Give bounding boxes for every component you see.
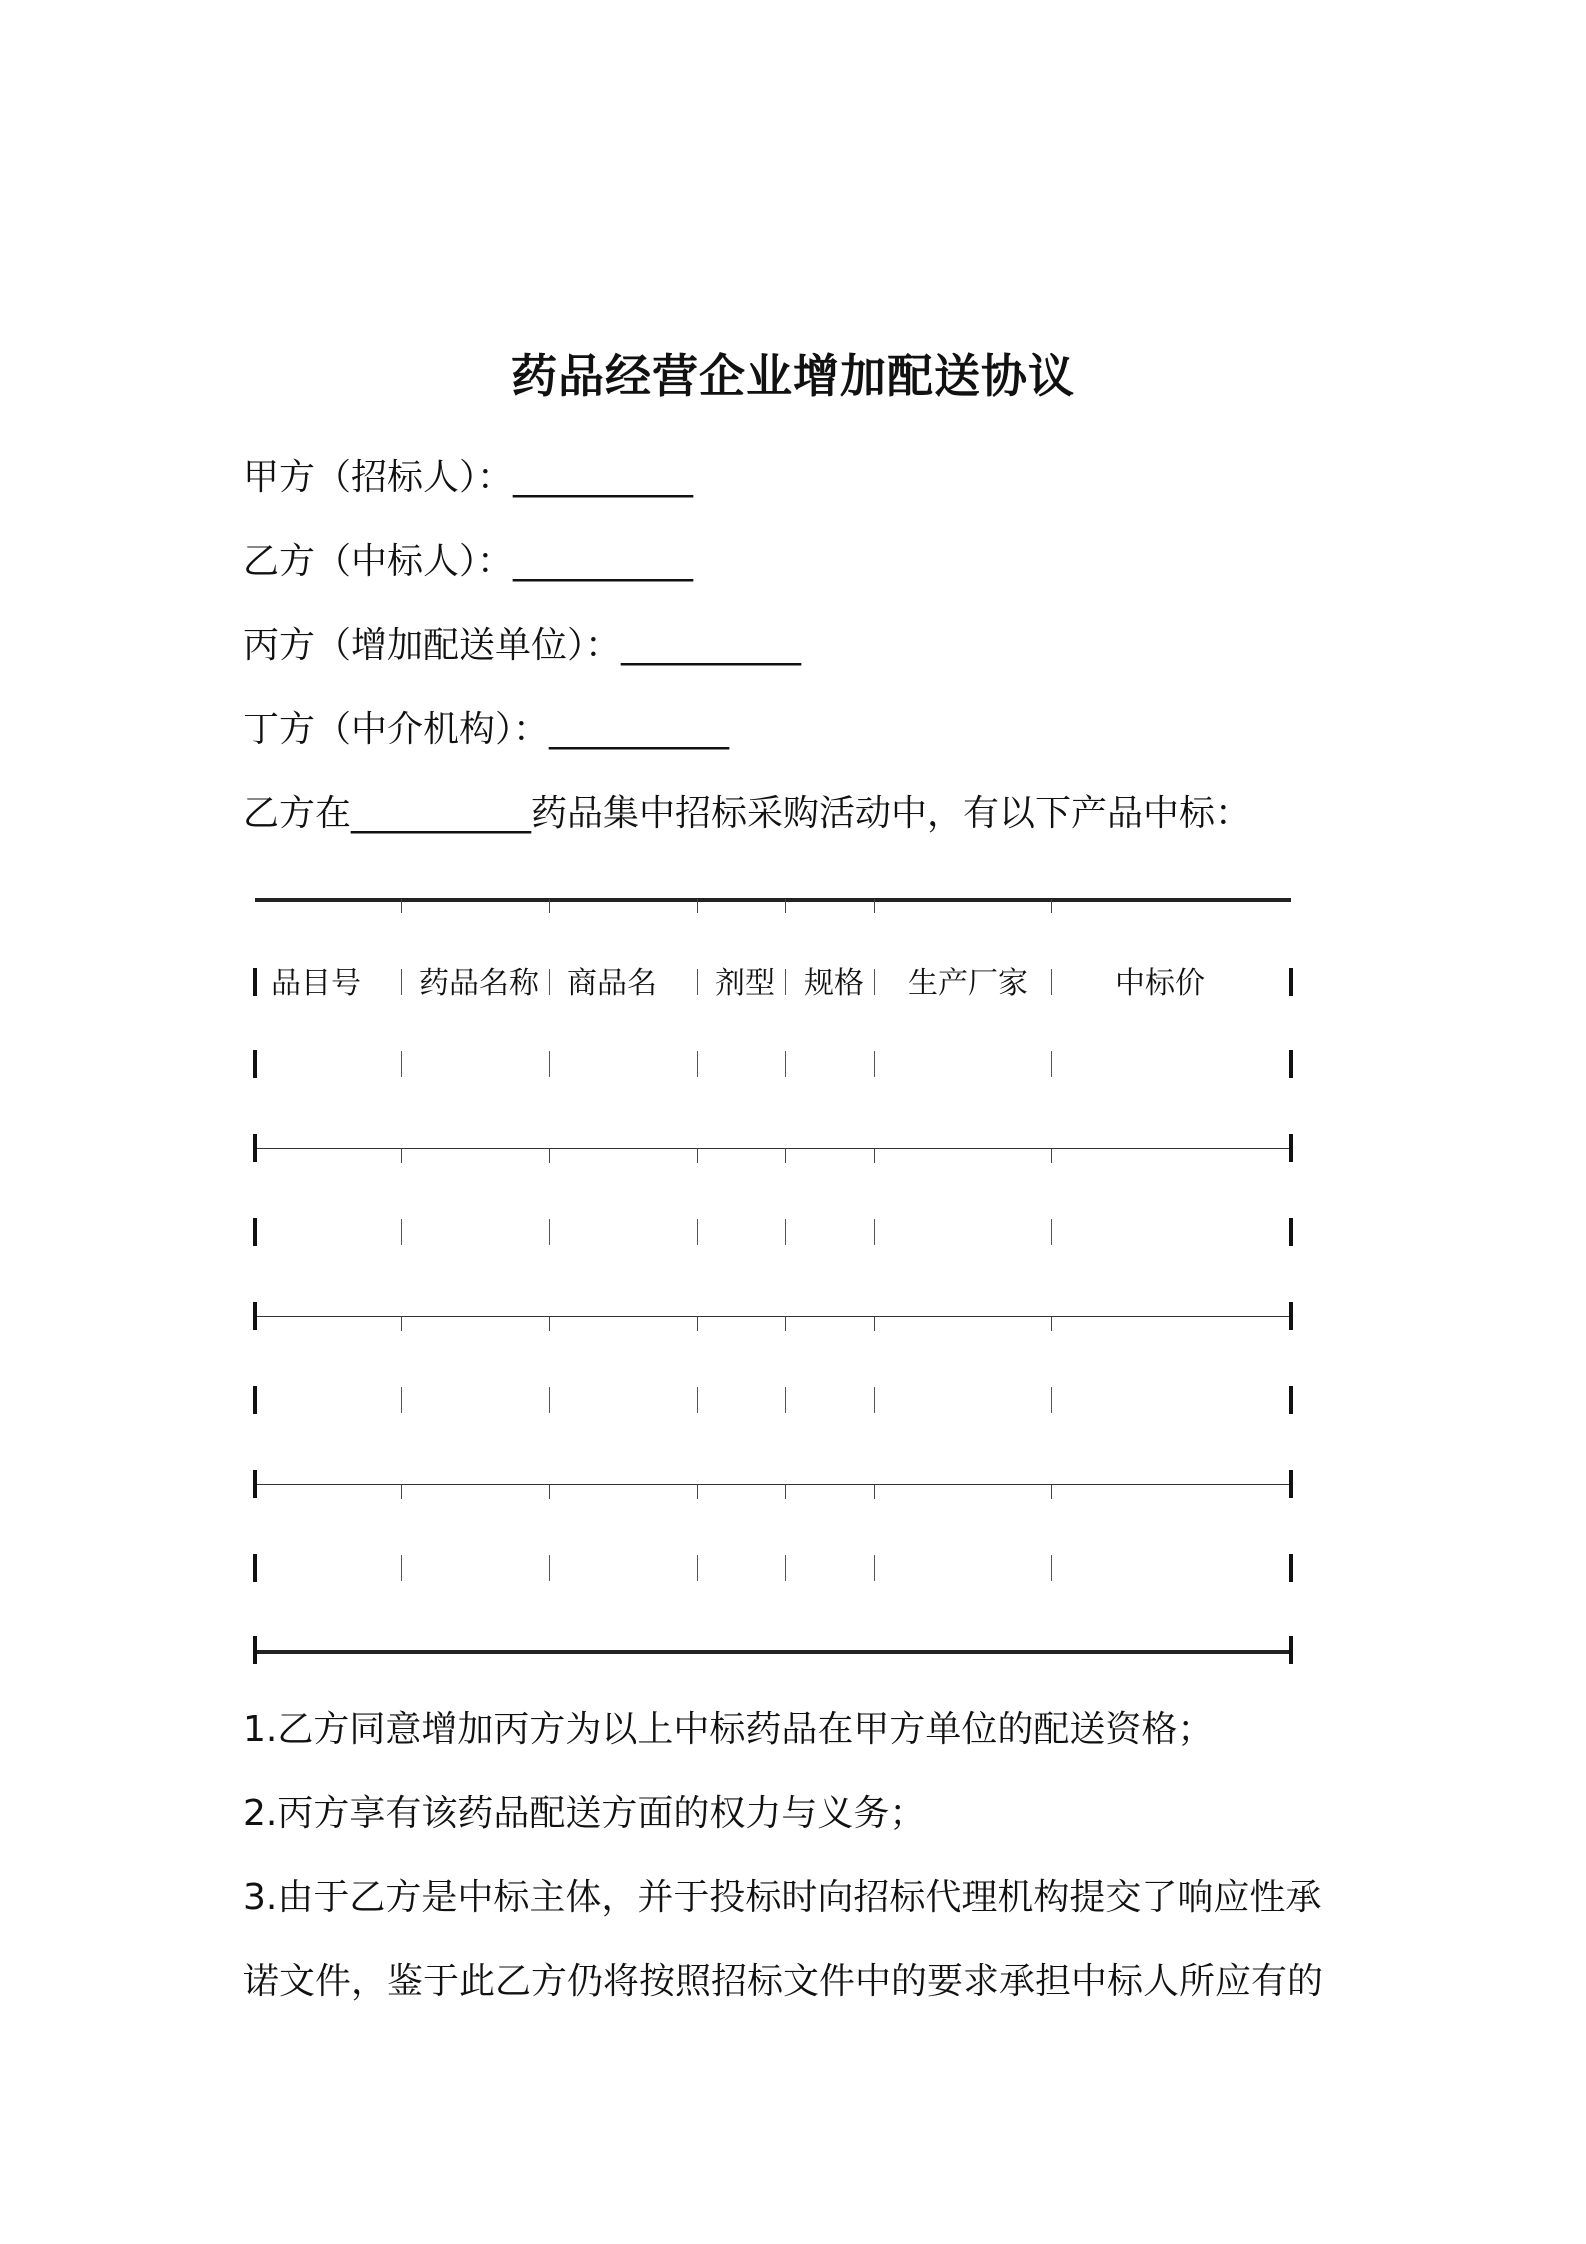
table-right-edge-mark bbox=[1289, 1134, 1293, 1162]
table-right-edge-mark bbox=[1289, 1218, 1293, 1246]
clause-3: 3.由于乙方是中标主体，并于投标时向招标代理机构提交了响应性承 bbox=[243, 1877, 1322, 1918]
table-column-separator bbox=[549, 1219, 550, 1245]
table-column-tick bbox=[697, 1149, 698, 1163]
table-right-edge-mark bbox=[1289, 1470, 1293, 1498]
table-right-edge-mark bbox=[1289, 1636, 1293, 1664]
table-column-separator bbox=[874, 1555, 875, 1581]
table-column-separator bbox=[697, 1387, 698, 1413]
table-column-separator bbox=[1051, 1387, 1052, 1413]
table-header-manufacturer: 生产厂家 bbox=[908, 966, 1028, 1001]
table-column-separator bbox=[1051, 969, 1052, 995]
party-c-line: 丙方（增加配送单位）：__________ bbox=[243, 625, 802, 666]
table-column-separator bbox=[874, 1387, 875, 1413]
clause-3-continued: 诺文件，鉴于此乙方仍将按照招标文件中的要求承担中标人所应有的 bbox=[243, 1961, 1324, 2002]
table-column-tick bbox=[401, 1485, 402, 1499]
table-header-drug-name: 药品名称 bbox=[419, 966, 539, 1001]
table-column-separator bbox=[697, 969, 698, 995]
table-column-tick bbox=[874, 899, 875, 913]
table-left-edge-mark bbox=[253, 1554, 257, 1582]
table-header-brand-name: 商品名 bbox=[567, 966, 657, 1001]
table-header-bid-price: 中标价 bbox=[1115, 966, 1205, 1001]
table-column-tick bbox=[874, 1485, 875, 1499]
table-column-tick bbox=[697, 1485, 698, 1499]
table-column-tick bbox=[401, 899, 402, 913]
table-column-separator bbox=[697, 1555, 698, 1581]
table-column-separator bbox=[785, 1051, 786, 1077]
table-left-edge-mark bbox=[253, 1470, 257, 1498]
table-column-separator bbox=[785, 1387, 786, 1413]
table-column-separator bbox=[785, 969, 786, 995]
party-a-line: 甲方（招标人）：__________ bbox=[243, 457, 694, 498]
table-column-separator bbox=[697, 1051, 698, 1077]
table-right-edge-mark bbox=[1289, 1302, 1293, 1330]
table-column-separator bbox=[874, 1219, 875, 1245]
table-column-separator bbox=[874, 1051, 875, 1077]
table-column-tick bbox=[874, 1149, 875, 1163]
table-column-tick bbox=[785, 1149, 786, 1163]
table-header-spec: 规格 bbox=[804, 966, 864, 1001]
party-b-line: 乙方（中标人）：__________ bbox=[243, 541, 694, 582]
table-top-border bbox=[255, 898, 1291, 902]
table-column-separator bbox=[549, 1387, 550, 1413]
document-title: 药品经营企业增加配送协议 bbox=[511, 349, 1075, 403]
table-left-edge-mark bbox=[253, 1386, 257, 1414]
table-column-separator bbox=[401, 1387, 402, 1413]
table-column-separator bbox=[549, 969, 550, 995]
table-right-edge-mark bbox=[1289, 1386, 1293, 1414]
table-column-separator bbox=[1051, 1051, 1052, 1077]
intro-line: 乙方在__________药品集中招标采购活动中，有以下产品中标： bbox=[243, 793, 1252, 834]
table-column-separator bbox=[401, 1051, 402, 1077]
table-column-tick bbox=[549, 899, 550, 913]
table-column-tick bbox=[1051, 899, 1052, 913]
party-d-line: 丁方（中介机构）：__________ bbox=[243, 709, 730, 750]
table-left-edge-mark bbox=[253, 968, 257, 996]
table-row-divider bbox=[255, 1484, 1291, 1485]
table-left-edge-mark bbox=[253, 1218, 257, 1246]
table-column-tick bbox=[401, 1317, 402, 1331]
table-column-tick bbox=[874, 1317, 875, 1331]
table-right-edge-mark bbox=[1289, 968, 1293, 996]
table-column-tick bbox=[549, 1149, 550, 1163]
table-column-separator bbox=[1051, 1219, 1052, 1245]
table-column-separator bbox=[401, 1555, 402, 1581]
table-bottom-border bbox=[255, 1650, 1291, 1654]
table-column-separator bbox=[1051, 1555, 1052, 1581]
table-column-tick bbox=[1051, 1317, 1052, 1331]
table-column-separator bbox=[785, 1219, 786, 1245]
table-column-tick bbox=[1051, 1149, 1052, 1163]
table-column-tick bbox=[401, 1149, 402, 1163]
table-right-edge-mark bbox=[1289, 1050, 1293, 1078]
table-header-dosage-form: 剂型 bbox=[715, 966, 775, 1001]
product-table bbox=[255, 898, 1291, 1654]
table-header-item-no: 品目号 bbox=[271, 966, 361, 1001]
table-column-tick bbox=[549, 1485, 550, 1499]
table-column-separator bbox=[401, 1219, 402, 1245]
clause-2: 2.丙方享有该药品配送方面的权力与义务； bbox=[243, 1793, 926, 1834]
table-row-divider bbox=[255, 1148, 1291, 1149]
table-column-tick bbox=[549, 1317, 550, 1331]
table-left-edge-mark bbox=[253, 1302, 257, 1330]
table-column-tick bbox=[697, 899, 698, 913]
table-column-separator bbox=[697, 1219, 698, 1245]
table-column-tick bbox=[785, 1317, 786, 1331]
table-column-separator bbox=[549, 1051, 550, 1077]
table-column-separator bbox=[401, 969, 402, 995]
table-row-divider bbox=[255, 1316, 1291, 1317]
table-column-separator bbox=[874, 969, 875, 995]
table-left-edge-mark bbox=[253, 1636, 257, 1664]
clause-1: 1.乙方同意增加丙方为以上中标药品在甲方单位的配送资格； bbox=[243, 1709, 1214, 1750]
table-column-separator bbox=[549, 1555, 550, 1581]
table-column-tick bbox=[785, 1485, 786, 1499]
table-column-tick bbox=[1051, 1485, 1052, 1499]
table-right-edge-mark bbox=[1289, 1554, 1293, 1582]
table-left-edge-mark bbox=[253, 1050, 257, 1078]
table-column-tick bbox=[785, 899, 786, 913]
table-left-edge-mark bbox=[253, 1134, 257, 1162]
table-column-tick bbox=[697, 1317, 698, 1331]
table-column-separator bbox=[785, 1555, 786, 1581]
